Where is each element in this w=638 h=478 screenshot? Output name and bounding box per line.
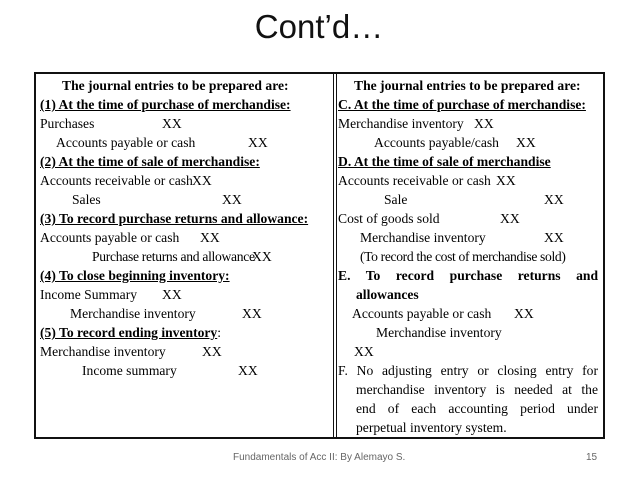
right-section-e-heading: E. To record purchase returns and (338, 268, 598, 283)
right-section-f-text: F. No adjusting entry or closing entry for (338, 363, 598, 378)
right-section-f-text: merchandise inventory is needed at the (356, 382, 598, 397)
entry-account: Income Summary (40, 287, 138, 302)
entry-amount: XX (496, 173, 516, 188)
right-section-c-heading: C. At the time of purchase of merchandise: (338, 97, 586, 112)
entry-amount: XX (162, 287, 182, 302)
entry-amount: XX (238, 363, 258, 378)
entry-amount: XX (500, 211, 520, 226)
entry-amount: XX (222, 192, 242, 207)
entry-account: Sale (384, 192, 408, 207)
entry-amount: XX (162, 116, 182, 131)
left-column (40, 76, 330, 380)
entry-account: Accounts payable/cash (374, 135, 499, 150)
left-heading: The journal entries to be prepared are: (62, 78, 289, 93)
entry-account: Accounts payable or cash (40, 230, 180, 245)
entry-account: Accounts receivable or cash (40, 173, 193, 188)
entry-note: (To record the cost of merchandise sold) (360, 249, 566, 264)
entry-account: Purchases (40, 116, 95, 131)
entry-account: Merchandise inventory (70, 306, 196, 321)
left-section-2-heading: (2) At the time of sale of merchandise: (40, 154, 260, 169)
entry-account: Merchandise inventory (360, 230, 486, 245)
entry-account: Accounts receivable or cash (338, 173, 491, 188)
entry-amount: XX (474, 116, 494, 131)
entry-amount: XX (252, 249, 272, 264)
entry-account: Accounts payable or cash (352, 306, 492, 321)
right-section-f-text: perpetual inventory system. (356, 420, 507, 435)
entry-account: Sales (72, 192, 101, 207)
left-section-1-heading: (1) At the time of purchase of merchandise: (40, 97, 291, 112)
entry-amount: XX (516, 135, 536, 150)
entry-amount: XX (200, 230, 220, 245)
slide-title: Cont’d… (254, 8, 384, 45)
entry-amount: XX (354, 344, 374, 359)
entry-account: Accounts payable or cash (56, 135, 196, 150)
entry-account: Income summary (82, 363, 177, 378)
entry-account: Merchandise inventory (40, 344, 166, 359)
entry-account: Purchase returns and allowance (92, 249, 255, 264)
left-section-3-heading: (3) To record purchase returns and allowance: (40, 211, 309, 226)
right-column (338, 76, 600, 437)
left-section-5-colon: : (217, 325, 222, 340)
entry-amount: XX (202, 344, 222, 359)
right-heading: The journal entries to be prepared are: (354, 78, 581, 93)
entry-amount: XX (242, 306, 262, 321)
entry-account: Merchandise inventory (376, 325, 502, 340)
right-section-f-text: end of each accounting period under (356, 401, 598, 416)
entry-account: Merchandise inventory (338, 116, 464, 131)
entry-amount: XX (248, 135, 268, 150)
entry-account: Cost of goods sold (338, 211, 440, 226)
entry-amount: XX (514, 306, 534, 321)
left-section-5-heading: (5) To record ending inventory (40, 325, 218, 340)
slide-footer: Fundamentals of Acc II: By Alemayo S. (233, 452, 406, 463)
entry-amount: XX (544, 230, 564, 245)
right-section-d-heading: D. At the time of sale of merchandise (338, 154, 551, 169)
right-section-e-heading-cont: allowances (356, 287, 419, 302)
entry-amount: XX (192, 173, 212, 188)
entry-amount: XX (544, 192, 564, 207)
left-section-4-heading: (4) To close beginning inventory: (40, 268, 230, 283)
column-divider (333, 72, 337, 439)
page-number: 15 (586, 452, 598, 463)
